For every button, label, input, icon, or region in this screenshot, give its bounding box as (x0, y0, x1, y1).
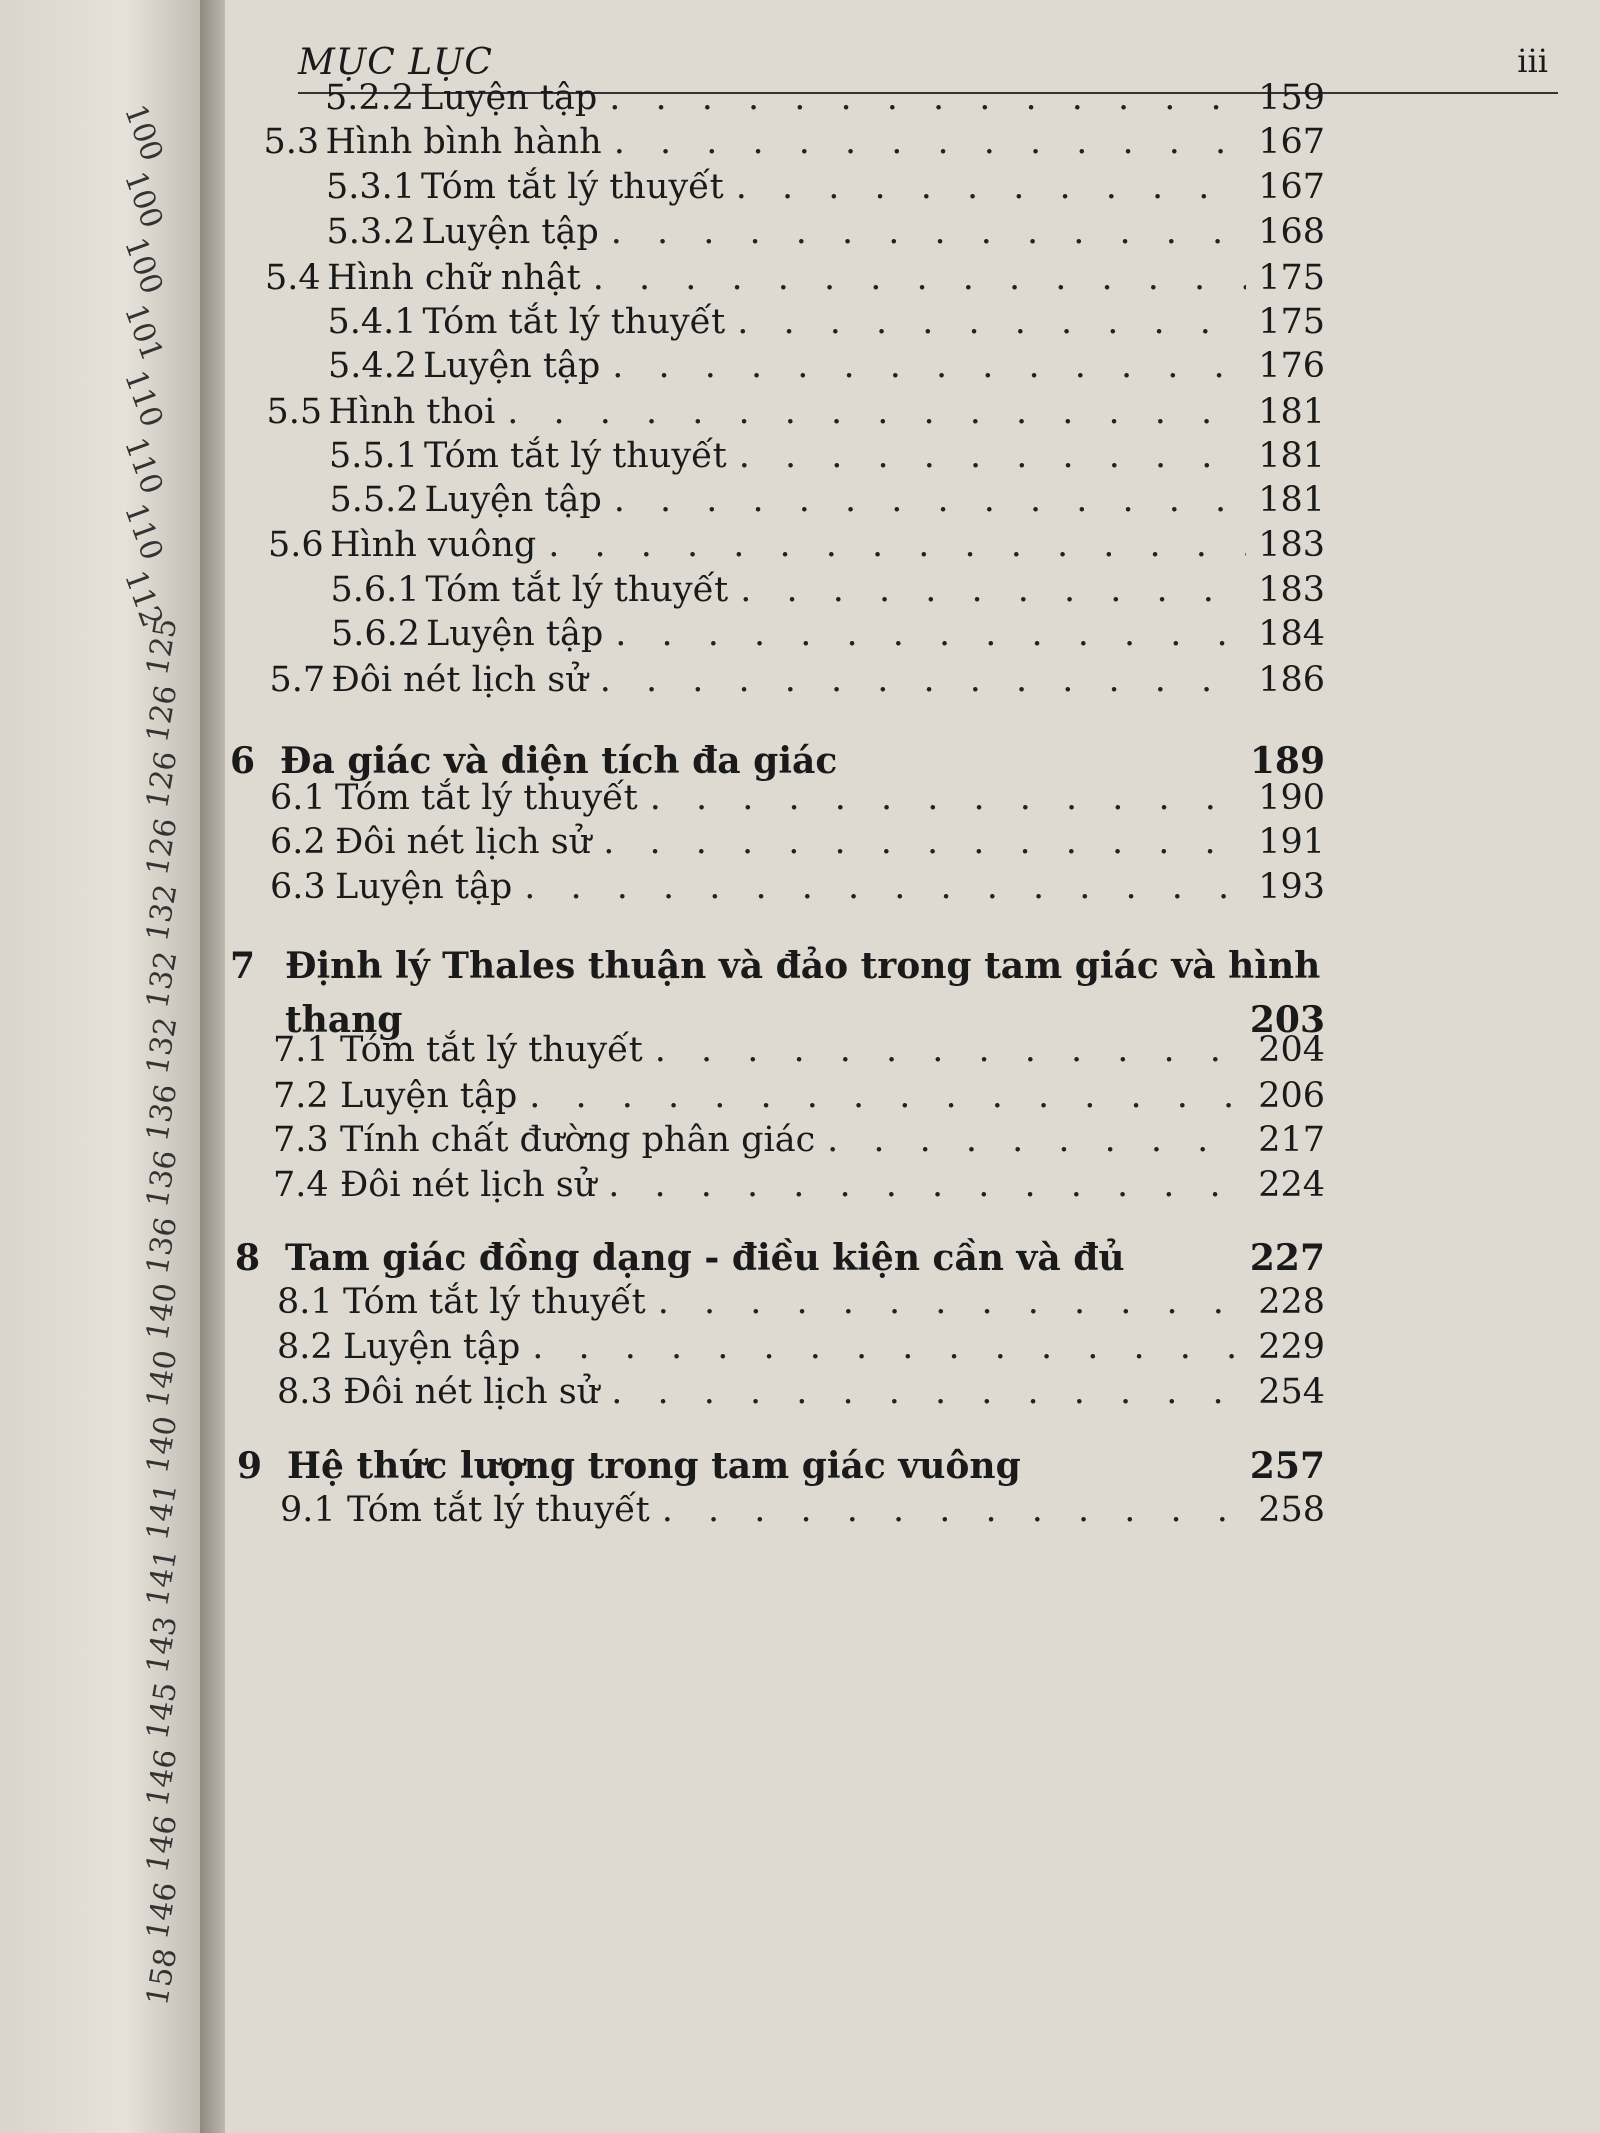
dot-leader (593, 258, 1246, 298)
chapter-heading[interactable] (237, 1445, 1325, 1487)
dot-leader (603, 822, 1246, 862)
chapter-number: 7 (230, 945, 256, 987)
chapter-title: Đa giác và diện tích đa giác (280, 740, 838, 782)
entry-page-number: 176 (1258, 346, 1325, 386)
toc-section[interactable] (265, 258, 1325, 298)
left-page-number: 101 (117, 299, 170, 366)
entry-page-number: 167 (1258, 167, 1325, 207)
left-facing-page (0, 0, 210, 2133)
entry-page-number: 181 (1258, 436, 1325, 476)
left-page-number: 126 (140, 748, 185, 812)
left-page-number: 136 (140, 1147, 185, 1211)
toc-subsection[interactable] (329, 436, 1325, 476)
entry-number: 7.2 (273, 1076, 329, 1116)
entry-page-number: 224 (1258, 1165, 1325, 1205)
entry-number: 5.3.2 (326, 212, 416, 252)
entry-number: 5.5.2 (329, 480, 419, 520)
left-page-number: 146 (140, 1812, 185, 1876)
entry-number: 8.2 (277, 1327, 333, 1367)
chapter-page-number: 203 (1249, 999, 1325, 1041)
entry-title: Tóm tắt lý thuyết (335, 778, 638, 818)
toc-section[interactable] (280, 1490, 1325, 1530)
toc-section[interactable] (264, 122, 1326, 162)
entry-title: Đôi nét lịch sử (343, 1372, 600, 1412)
dot-leader (600, 660, 1246, 700)
entry-page-number: 183 (1258, 525, 1325, 565)
entry-title: Tóm tắt lý thuyết (421, 167, 724, 207)
entry-title: Tóm tắt lý thuyết (422, 302, 726, 342)
entry-number: 5.2.2 (325, 78, 415, 118)
header-page-number: iii (1517, 42, 1548, 80)
toc-section[interactable] (268, 525, 1325, 565)
left-page-number: 145 (140, 1679, 185, 1743)
dot-leader (507, 392, 1246, 432)
left-page-number: 100 (117, 166, 170, 233)
left-page-number: 136 (140, 1081, 185, 1144)
left-page-number: 140 (140, 1280, 185, 1344)
left-page-number: 158 (140, 1945, 185, 2009)
entry-page-number: 217 (1258, 1120, 1325, 1160)
entry-title: Luyện tập (335, 867, 513, 907)
entry-title: Hình chữ nhật (327, 258, 581, 298)
entry-page-number: 183 (1258, 570, 1325, 610)
chapter-page-number: 189 (1249, 740, 1325, 782)
toc-subsection[interactable] (330, 480, 1326, 520)
left-page-number: 141 (140, 1480, 185, 1543)
toc-section[interactable] (277, 1282, 1325, 1322)
left-page-number: 110 (117, 366, 170, 432)
entry-number: 5.4.1 (327, 302, 417, 342)
entry-number: 5.4 (265, 258, 321, 298)
dot-leader (615, 614, 1246, 654)
entry-number: 5.6.1 (330, 570, 420, 610)
toc-section[interactable] (273, 1120, 1325, 1160)
entry-number: 5.3.1 (326, 167, 416, 207)
entry-number: 6.1 (270, 778, 326, 818)
entry-title: Luyện tập (343, 1327, 521, 1367)
toc-section[interactable] (277, 1372, 1325, 1412)
entry-number: 7.4 (273, 1165, 329, 1205)
dot-leader (655, 1030, 1246, 1070)
entry-title: Đôi nét lịch sử (331, 660, 588, 700)
entry-title: Luyện tập (420, 78, 598, 118)
toc-page (225, 0, 1600, 2133)
chapter-title: Tam giác đồng dạng - điều kiện cần và đủ (285, 1237, 1125, 1279)
entry-title: Hình thoi (328, 392, 496, 432)
entry-page-number: 167 (1258, 122, 1325, 162)
entry-page-number: 159 (1258, 78, 1325, 118)
entry-title: Luyện tập (423, 346, 601, 386)
toc-section[interactable] (270, 822, 1325, 862)
dot-leader (548, 525, 1246, 565)
entry-number: 5.6.2 (331, 614, 421, 654)
entry-number: 9.1 (280, 1490, 336, 1530)
entry-page-number: 254 (1258, 1372, 1325, 1412)
entry-page-number: 175 (1258, 258, 1325, 298)
toc-section[interactable] (270, 867, 1325, 907)
dot-leader (827, 1120, 1246, 1160)
left-page-number: 140 (140, 1413, 185, 1477)
entry-title: Hình vuông (330, 525, 537, 565)
entry-title: Đôi nét lịch sử (335, 822, 592, 862)
entry-page-number: 190 (1258, 778, 1325, 818)
toc-subsection[interactable] (326, 167, 1325, 207)
entry-page-number: 258 (1258, 1490, 1325, 1530)
entry-page-number: 204 (1258, 1030, 1325, 1070)
entry-number: 6.3 (270, 867, 326, 907)
entry-page-number: 206 (1258, 1076, 1325, 1116)
entry-page-number: 229 (1258, 1327, 1325, 1367)
left-page-number: 146 (140, 1746, 185, 1809)
left-page-number: 132 (140, 1014, 185, 1078)
left-page-number: 132 (140, 948, 185, 1011)
entry-page-number: 191 (1258, 822, 1325, 862)
entry-number: 8.3 (277, 1372, 333, 1412)
left-page-number: 136 (140, 1214, 185, 1277)
entry-number: 5.6 (268, 525, 324, 565)
entry-title: Tóm tắt lý thuyết (424, 436, 727, 476)
toc-section[interactable] (273, 1076, 1325, 1116)
toc-section[interactable] (277, 1327, 1325, 1367)
toc-subsection[interactable] (325, 78, 1325, 118)
toc-section[interactable] (273, 1165, 1325, 1205)
entry-number: 5.7 (269, 660, 326, 700)
entry-page-number: 193 (1258, 867, 1325, 907)
left-page-number: 110 (117, 499, 170, 565)
chapter-heading[interactable] (230, 945, 1325, 1041)
dot-leader (529, 1076, 1246, 1116)
chapter-title-line1: Định lý Thales thuận và đảo trong tam giác và hình (285, 945, 1321, 987)
left-page-number: 140 (140, 1347, 185, 1410)
dot-leader (524, 867, 1246, 907)
entry-page-number: 181 (1258, 480, 1325, 520)
toc-subsection[interactable] (327, 212, 1326, 252)
entry-title: Luyện tập (340, 1076, 518, 1116)
toc-section[interactable] (273, 1030, 1325, 1070)
left-page-number: 100 (117, 233, 170, 299)
left-page-number: 126 (140, 682, 185, 745)
entry-title: Tóm tắt lý thuyết (347, 1490, 650, 1530)
toc-section[interactable] (267, 392, 1326, 432)
entry-title: Luyện tập (424, 480, 602, 520)
entry-number: 5.5.1 (329, 436, 419, 476)
entry-title: Hình bình hành (325, 122, 602, 162)
chapter-page-number: 227 (1249, 1237, 1325, 1279)
left-page-number: 143 (140, 1613, 185, 1676)
left-page-number: 100 (117, 100, 170, 166)
dot-leader (740, 570, 1246, 610)
chapter-title: Hệ thức lượng trong tam giác vuông (287, 1445, 1021, 1487)
chapter-number: 6 (230, 740, 256, 782)
entry-title: Tóm tắt lý thuyết (425, 570, 729, 610)
entry-number: 8.1 (277, 1282, 333, 1322)
dot-leader (611, 1372, 1246, 1412)
chapter-number: 9 (237, 1445, 263, 1487)
entry-number: 7.3 (273, 1120, 329, 1160)
left-page-number: 112 (117, 565, 170, 632)
entry-page-number: 175 (1258, 302, 1325, 342)
dot-leader (611, 212, 1246, 252)
left-page-number: 146 (140, 1879, 185, 1942)
entry-number: 7.1 (273, 1030, 329, 1070)
header-title: MỤC LỤC (298, 42, 493, 83)
entry-page-number: 186 (1258, 660, 1325, 700)
dot-leader (737, 302, 1246, 342)
dot-leader (662, 1490, 1246, 1530)
dot-leader (658, 1282, 1246, 1322)
toc-subsection[interactable] (331, 570, 1326, 610)
entry-title: Luyện tập (421, 212, 599, 252)
entry-page-number: 184 (1258, 614, 1325, 654)
entry-title: Tính chất đường phân giác (340, 1120, 816, 1160)
dot-leader (650, 778, 1246, 818)
dot-leader (739, 436, 1246, 476)
entry-number: 6.2 (270, 822, 326, 862)
chapter-title-line2: thang (285, 999, 403, 1041)
left-page-number: 132 (140, 881, 185, 945)
toc-subsection[interactable] (328, 302, 1326, 342)
dot-leader (614, 480, 1246, 520)
dot-leader (609, 78, 1246, 118)
entry-number: 5.3 (263, 122, 320, 162)
dot-leader (532, 1327, 1246, 1367)
dot-leader (612, 346, 1246, 386)
chapter-heading[interactable] (230, 740, 1325, 782)
left-page-number: 126 (140, 815, 185, 878)
entry-number: 5.5 (266, 392, 323, 432)
left-page-number: 141 (140, 1546, 185, 1610)
chapter-number: 8 (235, 1237, 261, 1279)
dot-leader (614, 122, 1246, 162)
left-page-number: 125 (140, 615, 185, 679)
entry-title: Tóm tắt lý thuyết (340, 1030, 643, 1070)
entry-page-number: 168 (1258, 212, 1325, 252)
entry-number: 5.4.2 (328, 346, 418, 386)
dot-leader (608, 1165, 1246, 1205)
toc-section[interactable] (270, 660, 1326, 700)
toc-section[interactable] (270, 778, 1325, 818)
chapter-page-number: 257 (1249, 1445, 1325, 1487)
entry-title: Luyện tập (426, 614, 604, 654)
entry-title: Đôi nét lịch sử (340, 1165, 597, 1205)
toc-subsection[interactable] (331, 614, 1325, 654)
left-page-number: 110 (117, 432, 170, 499)
chapter-heading[interactable] (235, 1237, 1325, 1279)
entry-page-number: 228 (1258, 1282, 1325, 1322)
entry-title: Tóm tắt lý thuyết (343, 1282, 646, 1322)
entry-page-number: 181 (1258, 392, 1325, 432)
dot-leader (736, 167, 1246, 207)
toc-subsection[interactable] (328, 346, 1325, 386)
